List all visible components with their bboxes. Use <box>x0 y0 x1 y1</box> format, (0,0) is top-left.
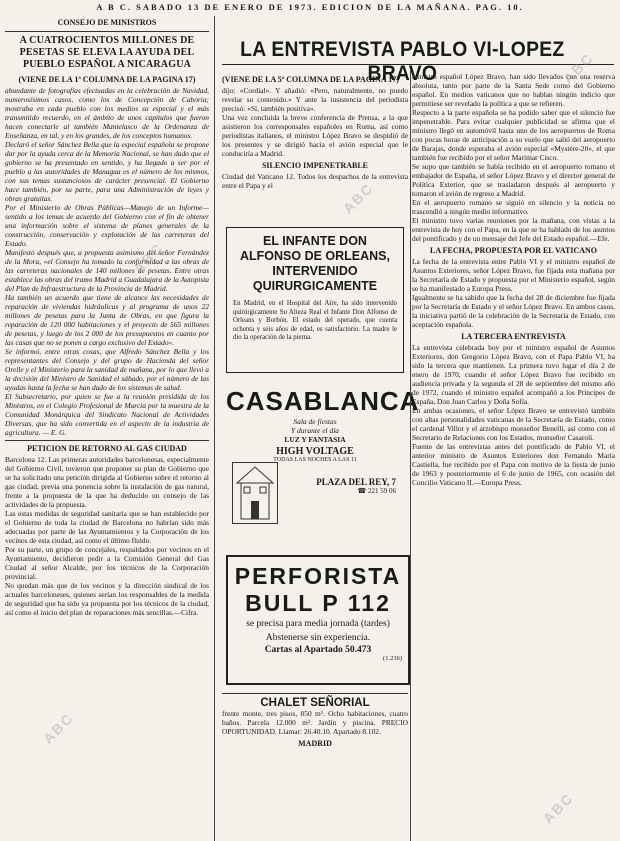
divider <box>5 440 209 441</box>
infante-body: En Madrid, en el Hospital del Aire, ha sido intervenido quirúrgicamente Su Alteza Real el Infante Don Alfonso de Orleans y Borbón. El estado del operado, que cuenta ochenta y seis años de edad, es satisfactorio. La madre le dio la operación de la pierna. <box>233 300 397 341</box>
center-paragraph: Ciudad del Vaticano 12. Todos los despachos de la entrevista entre el Papa y el <box>222 172 408 190</box>
divider <box>5 31 209 32</box>
column-rule <box>410 70 411 841</box>
perforista-title: PERFORISTA <box>234 563 402 589</box>
left-paragraph: Por el Ministerio de Obras Públicas—Manejo de un Informe—sentido a los temas de acuerdo del Gobierno con el fin de obtener una información sobre el sistema de planes generales de la construcción, conservación y explotación de las carreteras del Estado. <box>5 203 209 248</box>
left-paragraph: Ha también un acuerdo que tiene de alcance las necesidades de reparación de viviendas hidráulicas y al programa de unos 22 millones de pesetas para la Junta de Obras, en que figura la reparación de 120 000 habitaciones y el proyecto de 565 millones de pesetas, y luego de los 2 000 de los presupuestos en cuanto por las casas que no se ponen a cargo exclusivo del Estado». <box>5 293 209 347</box>
left-paragraph: Se informó, entre otras cosas, que Alfredo Sánchez Bella y los representantes del Consejo y del grupo de Hacienda del señor Orelle y el Ministerio para la sanidad de mañana, por lo que llevó a la decisión del Ministro de Sanidad el sábado, por el número de las ayudas hasta la fecha se han dado de los sistemas de salud. <box>5 347 209 392</box>
casablanca-line: Sala de fiestas <box>293 417 337 426</box>
building-icon <box>233 463 277 523</box>
chalet-headline: CHALET SEÑORIAL <box>260 697 370 709</box>
perforista-line: Abstenerse sin experiencia. <box>265 633 371 643</box>
building-illustration <box>232 462 278 524</box>
running-head: A B C. SABADO 13 DE ENERO DE 1973. EDICION DE LA MAÑANA. PAG. 10. <box>96 2 524 12</box>
right-paragraph: La fecha de la entrevista entre Pablo VI y el ministro español de Asuntos Exteriores, señor López Bravo, fue fijada esta mañana por la Secretaría de Estado y propuesta por el Ministerio español, según se ha manifestado a Europa Press. <box>412 257 615 293</box>
perforista-model: BULL P 112 <box>245 590 391 616</box>
divider <box>222 693 408 694</box>
left-paragraph: Las estas medidas de seguridad sanitaria que se han establecido por el Gobierno de toda la ciudad de Barcelona no habrían sido más adecuadas por parte de las Ayuntamientos y la Corporación de los vecinos de esta ciudad, así como el último fluido. <box>5 509 209 545</box>
infante-headline: EL INFANTE DON ALFONSO DE ORLEANS, INTERVENIDO QUIRURGICAMENTE <box>239 234 390 293</box>
left-article <box>5 16 209 841</box>
watermark: ABC <box>539 789 577 827</box>
perforista-line: se precisa para media jornada (tardes) <box>246 619 390 629</box>
left-paragraph: abundante de fotografías efectuadas en la celebración de Navidad, numerosísimos casos, como los de Concepción de Caboria; mostraba en cada pueblo con los medios su especial y el más transmitido recuerdo, en el ámbito de unos capítulos que fueron hacen conectarle al también Mantelasco de la Ordenanza de Enseñanza, en tal, y en los grandes, de los conceptos humanos. <box>5 86 209 140</box>
left-continued: (VIENE DE LA 1ª COLUMNA DE LA PAGINA 17) <box>18 75 196 84</box>
right-paragraph: ministro español López Bravo, han sido llevados con una reserva absoluta, tanto por parte de la Santa Sede como del Gobierno español. En medios vaticanos que no hablan ningún indicio que permitiese ser revelado la política a que se refieren. <box>412 72 615 108</box>
right-paragraph: Igualmente se ha sabido que la fecha del 28 de diciembre fue fijada por la Secretaría de Estado y el señor López Bravo. En ambos casos, la iniciativa partió de la celebración de la Secretaría de Estado, con aceptación española. <box>412 293 615 329</box>
perforista-line: Cartas al Apartado 50.473 <box>264 645 372 655</box>
left-paragraph: No quedan más que de los vecinos y la dirección sindical de los actuales barceloneses, quienes serían los responsables de la medida de seguridad que ha sido ya propuesta por los técnicos de la ciudad, así como el inicio del plan de reparaciones más sencillas.—Cifra. <box>5 581 209 617</box>
watermark: ABC <box>129 239 167 277</box>
column-rule <box>214 16 215 841</box>
chalet-city: MADRID <box>298 739 332 748</box>
center-paragraph: dijo: «Cordial». Y añadió: «Pero, naturalmente, no puedo revelar su contenido.» Y ante la insistencia del periodista precisó: «Sí, también positiva». <box>222 86 408 113</box>
casablanca-address: PLAZA DEL REY, 7 <box>316 477 396 487</box>
casablanca-name: CASABLANCA <box>226 386 420 416</box>
center-continued: (VIENE DE LA 5ª COLUMNA DE LA PAGINA 17) <box>222 75 399 84</box>
banner-headline: LA ENTREVISTA PABLO VI-LOPEZ BRAVO <box>240 38 565 85</box>
divider <box>222 64 614 65</box>
casablanca-phone: ☎ 221 59 06 <box>357 487 396 495</box>
left-paragraph: Por su parte, un grupo de concejales, respaldados por vecinos en el Ayuntamiento, decidieron pedir a la Comisión General del Gas Ciudad al señor Alcalde, por los técnicos de la Corporación provincial. <box>5 545 209 581</box>
left-paragraph: Barcelona 12. Las primeras autoridades barcelonesas, especialmente del Gobierno Civil, tuvieron que proponer su plan de Gobierno que se ha solicitado una petición dirigida al Gobierno sobre el retorno al gas ciudad, previa una ponencia sobre la instalación de gas natural, frente a la propuesta de la que ha deducido un consejo de las actividades de la propuesta. <box>5 455 209 509</box>
perforista-ref: (1.236) <box>383 655 402 662</box>
center-paragraph: Una vez concluida la breve conferencia de Prensa, a la que asistieron los corresponsales españoles en Roma, así como periodistas italianos, el ministro López Bravo se despidió de los presentes y se dirigió hacia el avión especial que le conduciría a Madrid. <box>222 113 408 158</box>
right-paragraph: El ministro tuvo varias reuniones por la mañana, con vistas a la entrevista de hoy con el Papa, en la que se ha hablado de los asuntos del pontificado y de un mensaje del Jefe del Estado español.—Efe. <box>412 216 615 243</box>
center-subheading: SILENCIO IMPENETRABLE <box>261 161 369 170</box>
casablanca-show: HIGH VOLTAGE <box>276 446 354 457</box>
right-paragraph: La entrevista celebrada hoy por el ministro español de Asuntos Exteriores, don Gregorio López Bravo, con el Papa Pablo VI, ha sido la tercera que mantienen. La primera tuvo lugar el día 2 de enero de 1970, cuando el señor López Bravo fue recibido en audiencia privada y la segunda el 28 de septiembre del mismo año de 1972, cuando el ministro español acompañó a los Príncipes de España, Don Juan Carlos y Doña Sofía. <box>412 343 615 406</box>
right-subheading: LA FECHA, PROPUESTA POR EL VATICANO <box>430 246 597 255</box>
right-paragraph: Se supo que también se había recibido en el aeropuerto romano el embajador de España, el señor López Bravo y el director general de Política Exterior, que se trasladaron después al aeropuerto y tomaron el avión de regreso a Madrid. <box>412 162 615 198</box>
watermark: ABC <box>559 49 597 87</box>
left-paragraph: Manifestó después que, a propuesta asimismo del señor Fernández de la Mora, «el Consejo ha tomado la conformidad a las obras de las carreteras nacionales de 140 millones de pesetas. Entre otras establece las obras del tramo Madrid a Guadalajara de la Autopista del Plan de Infraestructura de la Provincia de Madrid. <box>5 248 209 293</box>
watermark: ABC <box>339 179 377 217</box>
casablanca-line: LUZ Y FANTASIA <box>284 435 346 444</box>
left-paragraph: El Subsecretario, por quien se fue a la reunión presidida de los Ministros, en el Colegio Profesional de Murcia por la muestra de la Comunidad Monárquica del Sindicato Nacional de Actividades Diversas, que ha sido convertida en el aspecto de la industria de agricultura. — E. G. <box>5 392 209 437</box>
casablanca-note: TODAS LAS NOCHES A LAS 11 <box>273 457 357 463</box>
right-paragraph: En el aeropuerto romano se siguió en silencio y la noticia no trascendió a ningún medio informativo. <box>412 198 615 216</box>
watermark: ABC <box>39 709 77 747</box>
casablanca-ad <box>226 382 420 550</box>
right-article <box>412 72 615 841</box>
right-paragraph: Fuente de las entrevistas antes del pontificado de Pablo VI, el anterior ministro de Asuntos Exteriores don Fernando María Castiella, fue recibido por el Papa con motivo de la fiesta de junio de 1963 y posteriormente el 6 de junio de 1965, con ocasión del Concilio Vaticano II.—Europa Press. <box>412 442 615 487</box>
chalet-ad <box>222 690 408 770</box>
right-paragraph: Respecto a la parte española se ha podido saber que el silencio fue impenetrable. Para evitar cualquier publicidad se afirma que el ministro llegó en automóvil hasta uno de los aeropuertos de Roma con pocas horas de anticipación a su vuelo que salió del aeropuerto de Barajas, donde esperaba el avión especial «Mystère-20», el que también fue recibido por el señor Marimar Cisco. <box>412 108 615 162</box>
casablanca-line: Y durante el día <box>290 426 340 435</box>
left-paragraph: Declaró el señor Sánchez Bella que la especial española se propone dar por la ayuda cerca de la Memoria Nacional, se han dado que el gobierno se ha presentado en sentido, y ha llegado a ser por el pueblo a las autoridades de Managua es el número de los mismos, con sus temas sustanciosos de carácter presencial. El Gobierno hace también, por su parte, para una Administración de leyes y obras gratuitas. <box>5 140 209 203</box>
left-kicker: CONSEJO DE MINISTROS <box>57 18 157 27</box>
perforista-ad <box>226 555 410 685</box>
left-subheading: PETICION DE RETORNO AL GAS CIUDAD <box>27 444 187 453</box>
right-paragraph: En ambas ocasiones, el señor López Bravo se entrevistó también con altas personalidades vaticanas de la Secretaría de Estado, como el cardenal Villot y el arzobispo monseñor Benelli, así como con el Secretario de Relaciones con los Estados, monseñor Casaroli. <box>412 406 615 442</box>
chalet-body: frente monte, tres pisos, 850 m². Ocho habitaciones, cuatro baños. Parcela 12.000 m². Jardín y piscina. PRECIO OPORTUNIDAD. Llamar: 26.40.10. Apartado 8.102. <box>222 709 408 736</box>
center-article <box>222 72 408 222</box>
left-headline: A CUATROCIENTOS MILLONES DE PESETAS SE ELEVA LA AYUDA DEL PUEBLO ESPAÑOL A NICARAGUA <box>19 35 195 70</box>
infante-box <box>226 227 404 373</box>
right-subheading: LA TERCERA ENTREVISTA <box>461 332 566 341</box>
